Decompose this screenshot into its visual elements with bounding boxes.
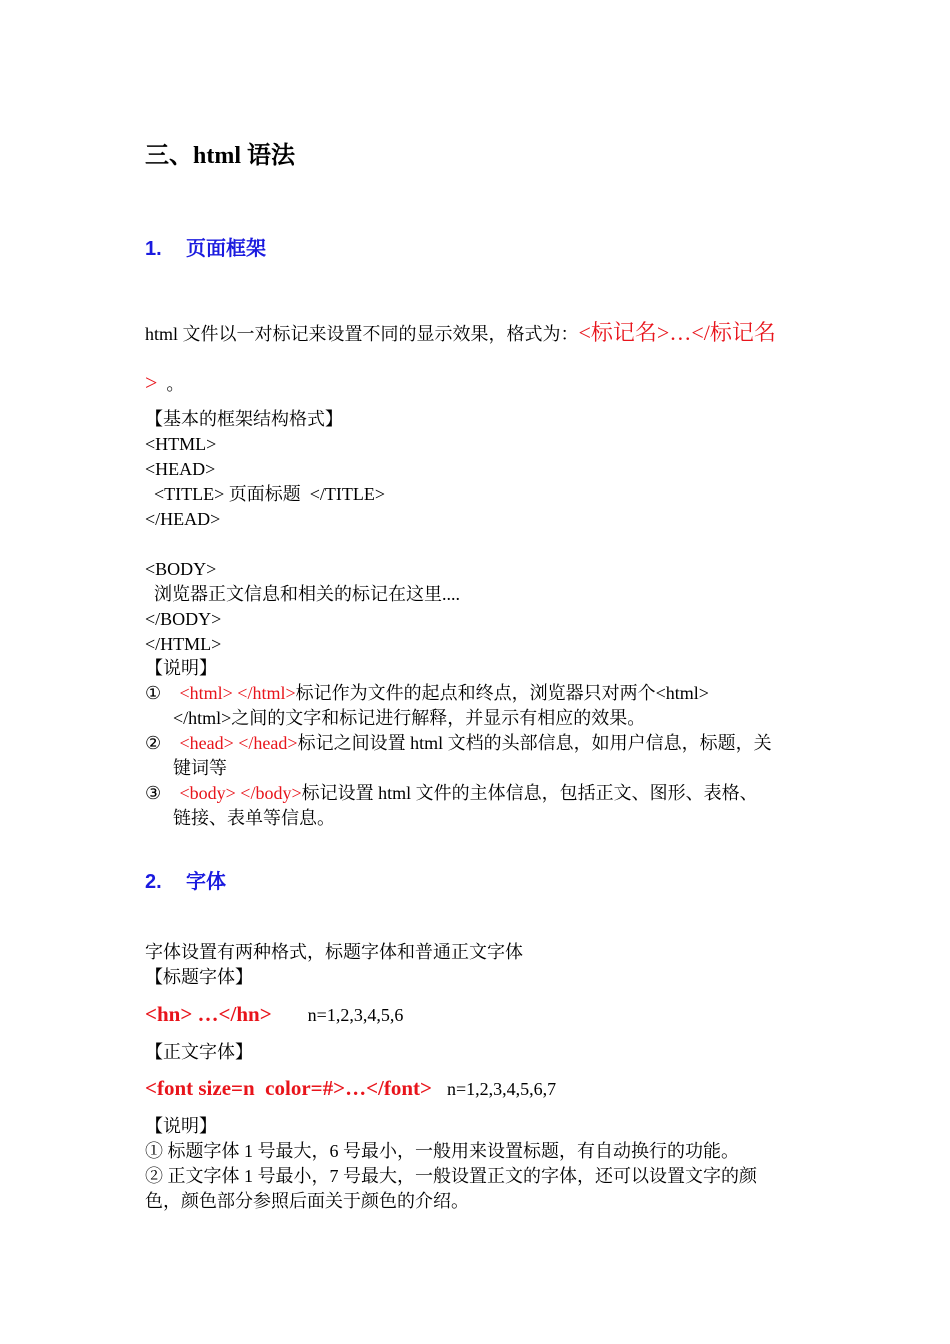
tag-format-end: >	[145, 370, 158, 395]
body-font-label: 【正文字体】	[145, 1042, 253, 1062]
body-font-syntax	[145, 1076, 556, 1102]
code-line: <HEAD>	[145, 459, 216, 479]
tag-format: <标记名>…</标记名	[578, 320, 776, 345]
explain-item-2	[145, 731, 772, 781]
item-text-continued: </html>之间的文字和标记进行解释，并显示有相应的效果。	[173, 708, 646, 728]
explain-label-2: 【说明】	[145, 1116, 217, 1136]
section-title: 字体	[186, 871, 226, 893]
note-2: ② 正文字体 1 号最小，7 号最大，一般设置正文的字体，还可以设置文字的颜	[145, 1166, 757, 1186]
code-line: <BODY>	[145, 559, 217, 579]
section-heading-1	[145, 232, 266, 261]
section-number: 1.	[145, 238, 162, 260]
font-intro: 字体设置有两种格式，标题字体和普通正文字体	[145, 942, 523, 962]
item-marker: ②	[145, 733, 162, 753]
code-block	[145, 432, 460, 657]
page-title: 三、html 语法	[145, 143, 295, 169]
section-heading-2	[145, 865, 226, 894]
heading-font-code: <hn> …</hn>	[145, 1002, 272, 1026]
code-line: <TITLE> 页面标题 </TITLE>	[145, 484, 386, 504]
intro-text: html 文件以一对标记来设置不同的显示效果，格式为：	[145, 324, 579, 344]
explain-label: 【说明】	[145, 658, 217, 678]
body-font-code: <font size=n color=#>…</font>	[145, 1076, 433, 1100]
intro-paragraph-continued	[145, 370, 184, 397]
intro-end: 。	[166, 374, 185, 394]
item-marker: ③	[145, 783, 162, 803]
code-line: 浏览器正文信息和相关的标记在这里....	[145, 584, 460, 604]
item-text: 标记设置 html 文件的主体信息，包括正文、图形、表格、	[301, 783, 758, 803]
item-text: 标记之间设置 html 文档的头部信息，如用户信息，标题，关	[297, 733, 772, 753]
heading-font-syntax	[145, 1002, 403, 1028]
item-tag: <body> </body>	[175, 783, 302, 803]
heading-font-range: n=1,2,3,4,5,6	[307, 1005, 404, 1025]
heading-font-label: 【标题字体】	[145, 967, 253, 987]
item-text-continued: 链接、表单等信息。	[173, 808, 335, 828]
item-text-continued: 键词等	[173, 758, 227, 778]
code-line: </BODY>	[145, 609, 222, 629]
note-1: ① 标题字体 1 号最大，6 号最小，一般用来设置标题，有自动换行的功能。	[145, 1141, 739, 1161]
section-number: 2.	[145, 871, 162, 893]
item-tag: <head> </head>	[175, 733, 298, 753]
frame-label: 【基本的框架结构格式】	[145, 409, 343, 429]
intro-paragraph	[145, 320, 776, 347]
item-tag: <html> </html>	[175, 683, 296, 703]
item-marker: ①	[145, 683, 162, 703]
explain-item-3	[145, 781, 758, 831]
item-text: 标记作为文件的起点和终点，浏览器只对两个<html>	[295, 683, 709, 703]
code-line: </HEAD>	[145, 509, 221, 529]
explain-item-1	[145, 681, 709, 731]
code-line	[145, 532, 460, 557]
body-font-range: n=1,2,3,4,5,6,7	[447, 1079, 557, 1099]
section-title: 页面框架	[186, 238, 266, 260]
code-line: <HTML>	[145, 434, 217, 454]
note-2-continued: 色，颜色部分参照后面关于颜色的介绍。	[145, 1191, 469, 1211]
code-line: </HTML>	[145, 634, 222, 654]
